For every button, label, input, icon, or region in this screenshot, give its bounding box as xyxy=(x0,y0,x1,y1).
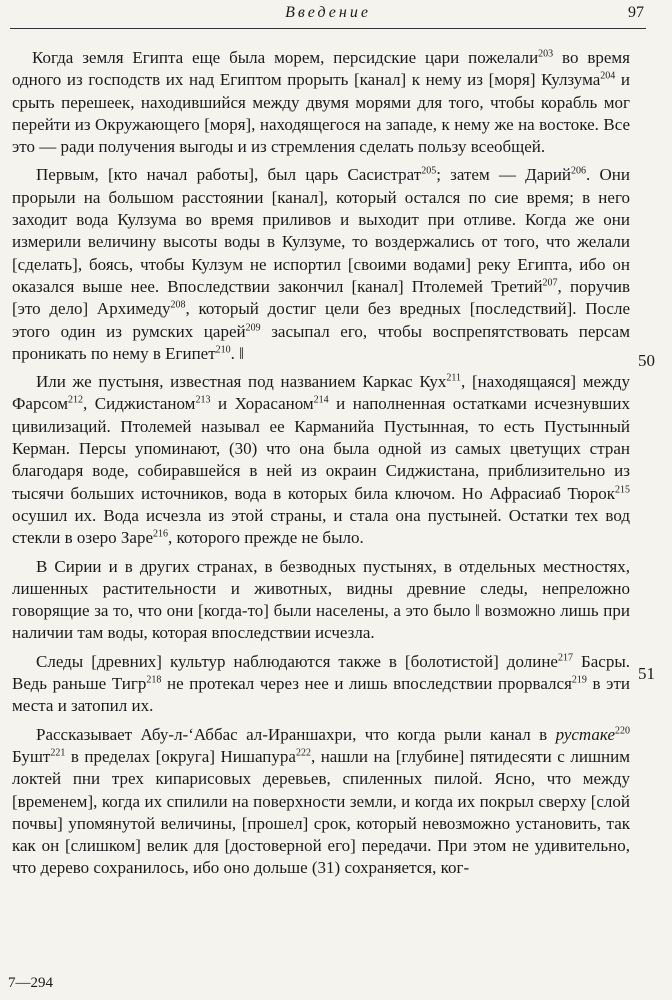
paragraph xyxy=(12,371,630,549)
footnote-ref: 203 xyxy=(538,48,554,60)
running-title: Введение xyxy=(285,4,371,21)
footnote-ref: 216 xyxy=(153,528,169,540)
footnote-ref: 211 xyxy=(446,372,462,384)
text-run: засыпал его, чтобы воспрепятствовать персам проникать по нему в Египет xyxy=(12,321,630,363)
paragraph xyxy=(12,556,630,645)
footnote-ref: 208 xyxy=(170,299,186,311)
text-run: В Сирии и в других странах, в безводных пустынях, в отдельных местностях, лишенных растительности и животных, видны древние следы, непреложно говорящие за то, что они [когда-то] были населены, а это было ‖ возможно лишь при наличии там воды, которая впоследствии исчезла. xyxy=(12,556,630,643)
footnote-ref: 221 xyxy=(50,747,66,759)
text-run: , нашли на [глубине] пятидесяти с лишним локтей пни трех кипарисовых деревьев, спиленных пилой. Ясно, что между [временем], когда их спилили на поверхности земли, и когда их покрыл сверху [слой почвы] упомянутой величины, [прошел] срок, который невозможно установить, так как он [слишком] велик для [достоверной его] передачи. При этом не удивительно, что дерево сохранилось, ибо оно дольше (31) сохраняется, ког- xyxy=(12,746,630,878)
text-run: Когда земля Египта еще была морем, персидские цари пожелали xyxy=(32,48,539,67)
text-run: Или же пустыня, известная под названием Каркас Кух xyxy=(36,372,447,392)
text-run: Первым, [кто начал работы], был царь Сасистрат xyxy=(36,165,422,185)
footnote-ref: 207 xyxy=(542,277,558,289)
text-run: , Сиджистаном xyxy=(82,394,196,414)
text-run: не протекал через нее и лишь впоследствии прорвался xyxy=(161,674,572,694)
footnote-ref: 213 xyxy=(195,394,211,406)
text-run: . ‖ xyxy=(230,343,244,363)
text-run: и срыть перешеек, находившийся между двумя морями для того, чтобы корабль мог перейти из Окружающего [моря], находящегося на западе, к нему же на востоке. Все это — ради получения выгоды и из стремления сделать пользу всеобщей. xyxy=(12,70,630,157)
text-run: . Они прорыли на большом расстоянии [канал], который остался по сие время; в него заходит вода Кулзума во время приливов и выходит при отливе. Когда же они измерили величину высоты воды в Кулзуме, то воздержались от того, что желали [сделать], боясь, чтобы Кулзум не испортил [своими водами] реку Египта, ибо он оказался выше нее. Впоследствии закончил [канал] Птолемей Третий xyxy=(12,165,630,296)
text-run: в эти места и затопил их. xyxy=(12,674,630,716)
footnote-ref: 220 xyxy=(615,724,630,736)
footnote-ref: 215 xyxy=(615,483,630,495)
text-run: , который достиг цели без вредных [последствий]. После этого один из румских царей xyxy=(12,299,631,341)
footnote-ref: 214 xyxy=(313,394,329,406)
footnote-ref: 212 xyxy=(67,394,83,406)
text-run: и наполненная остатками исчезнувших цивилизаций. Птолемей называл ее Карманийа Пустынная, то есть Пустынный Керман. Персы упоминают, (30) что она была одной из самых цветущих стран благодаря воде, собиравшейся в ней из окраин Сиджистана, приблизительно из тысячи больших источников, вода в которых била ключом. Но Афрасиаб Тюрок xyxy=(12,394,630,503)
text-run: , которого прежде не было. xyxy=(168,528,364,548)
footnote-ref: 204 xyxy=(600,70,616,82)
footnote-ref: 219 xyxy=(571,674,587,686)
italic-term: рустаке xyxy=(555,724,615,744)
text-run: в пределах [округа] Нишапура xyxy=(65,746,296,766)
paragraph xyxy=(12,651,630,718)
paragraph xyxy=(12,724,630,880)
margin-number-50: 50 xyxy=(638,351,655,370)
footnote-ref: 210 xyxy=(215,344,231,356)
running-header xyxy=(10,0,646,29)
text-run: Басры. Ведь раньше Тигр xyxy=(12,651,630,694)
footnote-ref: 218 xyxy=(146,674,162,686)
page-number: 97 xyxy=(628,4,644,21)
paragraph xyxy=(12,164,630,365)
paragraph xyxy=(12,47,630,158)
footnote-ref: 206 xyxy=(571,165,587,177)
text-run: ; затем — Дарий xyxy=(436,165,572,185)
body-text xyxy=(12,47,630,886)
text-run: , поручив [это дело] Архимеду xyxy=(12,276,630,319)
text-run: Бушт xyxy=(12,746,51,766)
footnote-ref: 205 xyxy=(421,165,437,177)
text-run: во время одного из господств их над Египтом прорыть [канал] к нему из [моря] Кулзума xyxy=(12,48,631,90)
text-run: , [находящаяся] между Фарсом xyxy=(12,372,630,414)
text-run: Рассказывает Абу-л-‘Аббас ал-Ираншахри, что когда рыли канал в xyxy=(36,724,556,744)
text-run: осушил их. Вода исчезла из этой страны, и стала она пустыней. Остатки тех вод стекли в озеро Заре xyxy=(12,505,630,548)
text-run: и Хорасаном xyxy=(210,394,314,414)
footnote-ref: 222 xyxy=(295,747,311,759)
margin-number-51: 51 xyxy=(638,664,655,683)
footnote-ref: 209 xyxy=(245,321,261,333)
signature-mark: 7—294 xyxy=(8,975,53,991)
text-run: Следы [древних] культур наблюдаются также в [болотистой] долине xyxy=(36,651,558,671)
footnote-ref: 217 xyxy=(557,652,573,664)
